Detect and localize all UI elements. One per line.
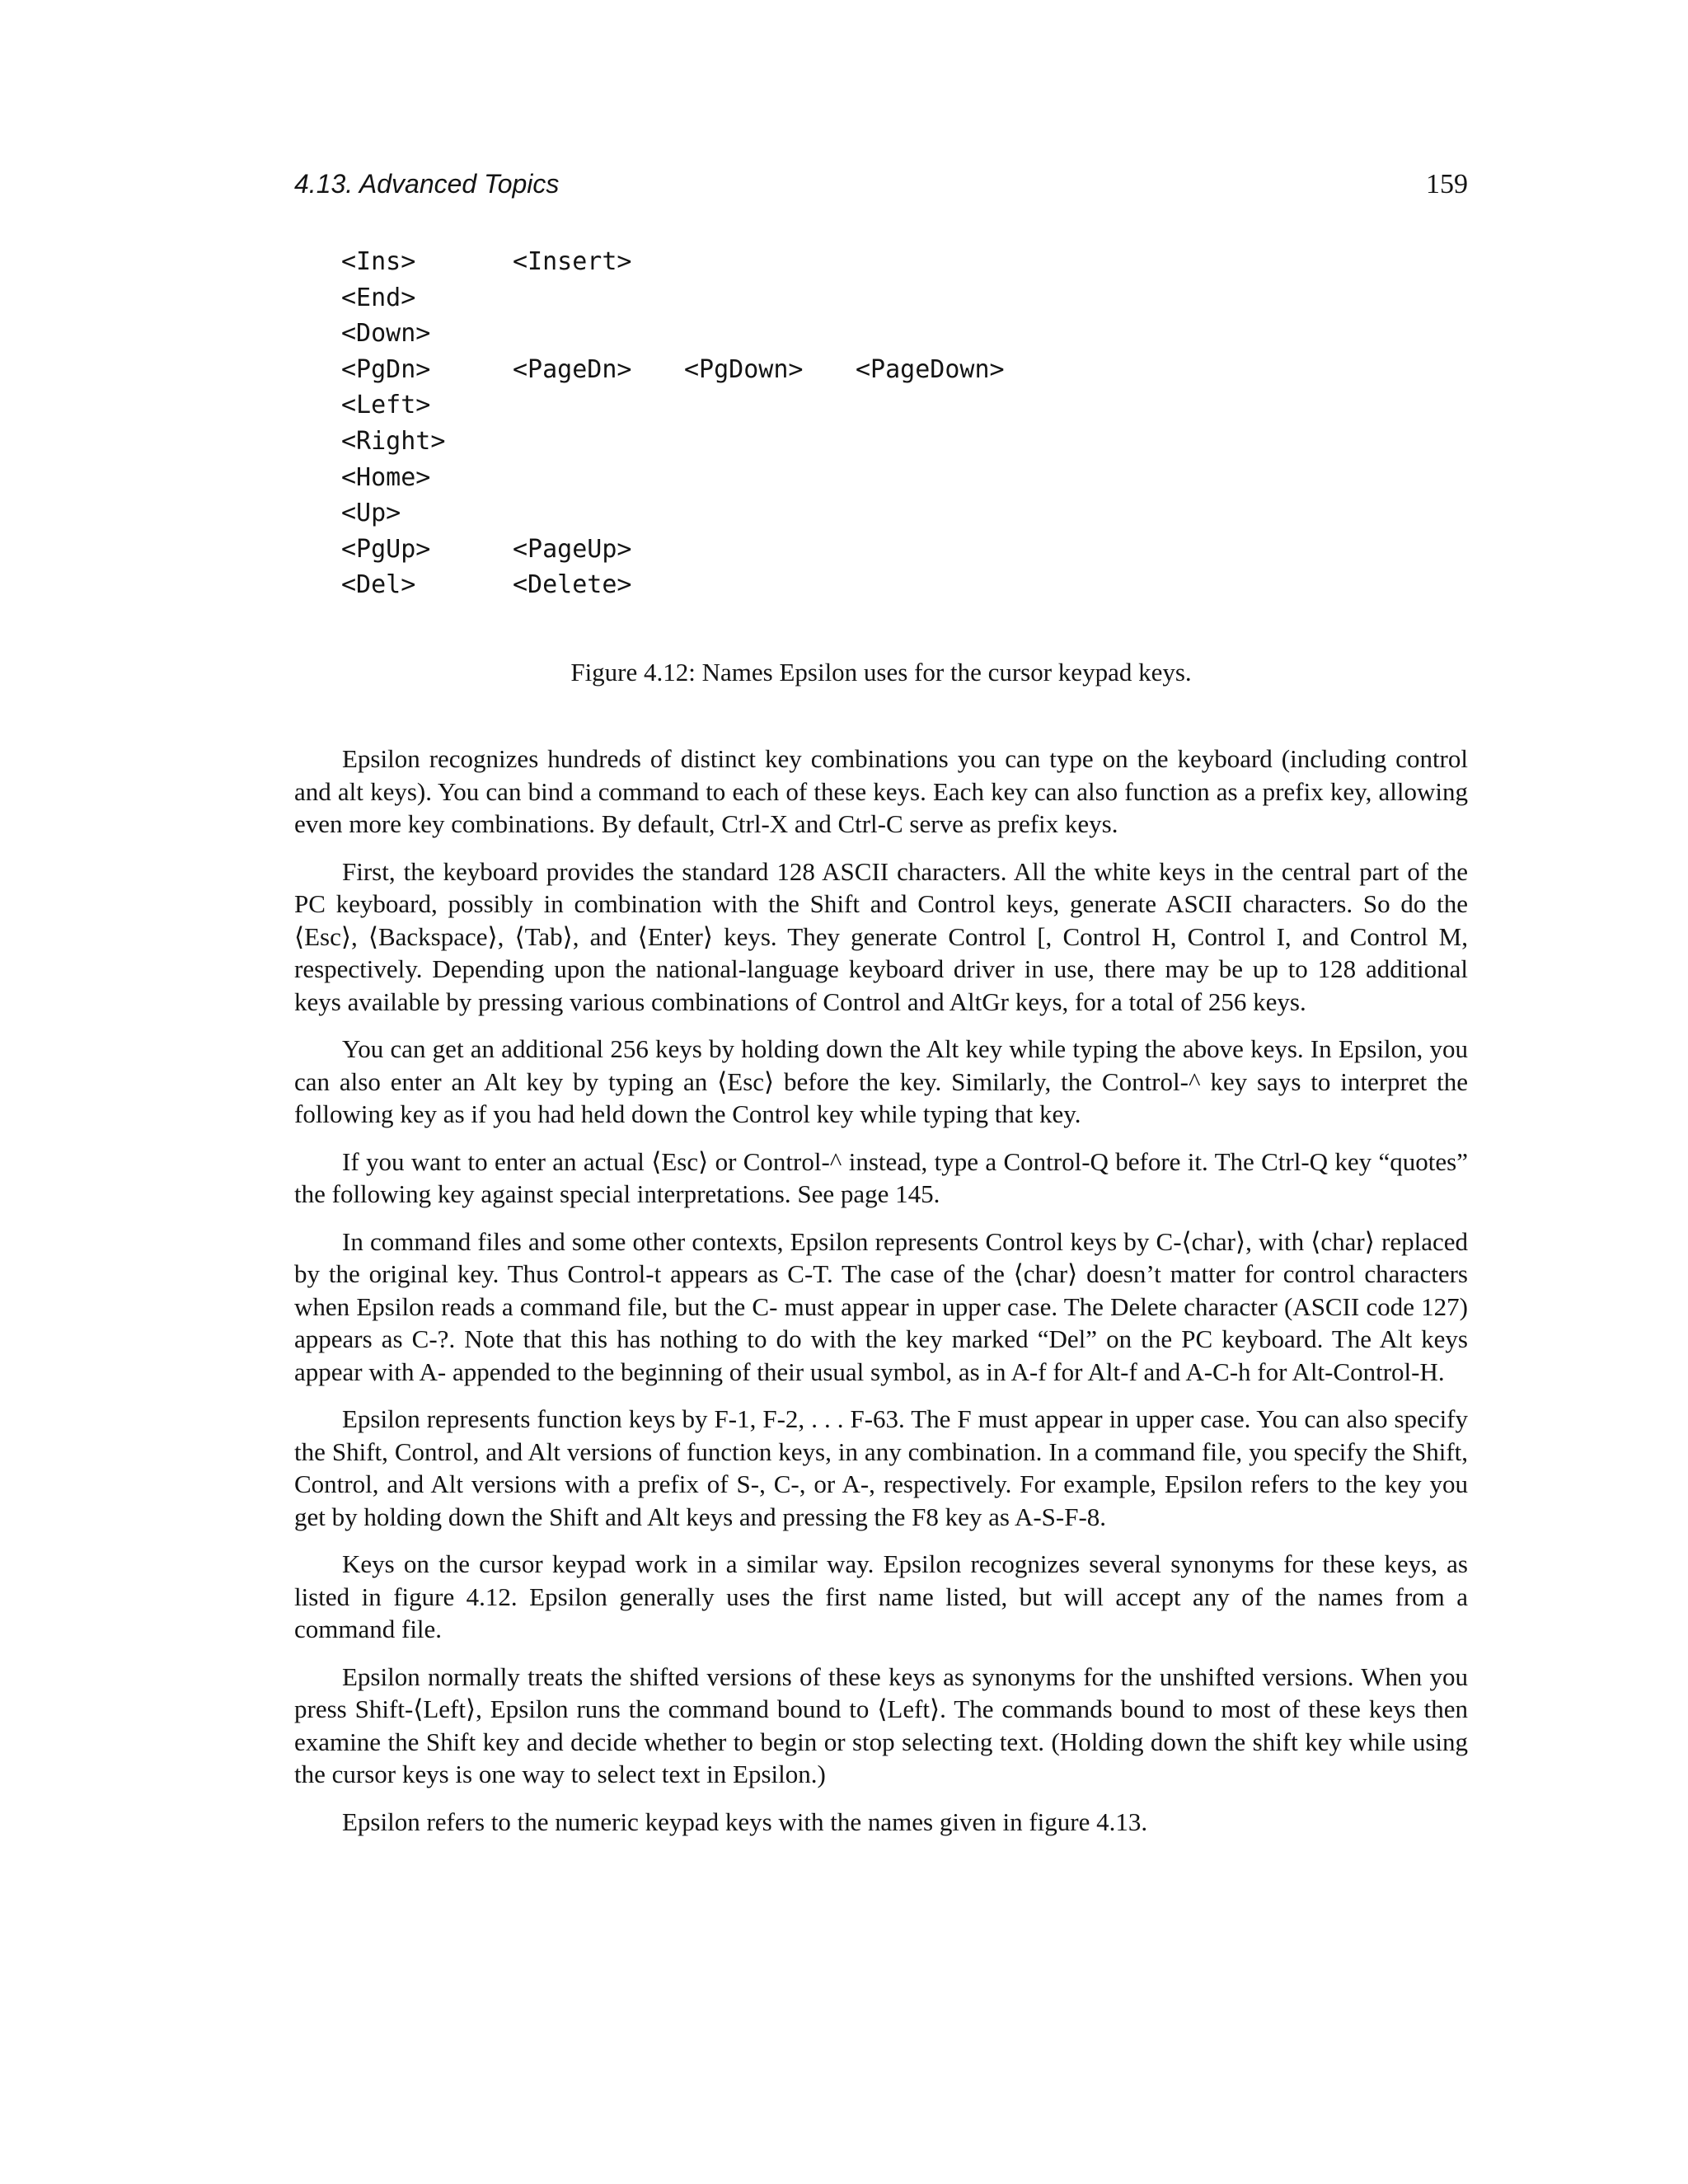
paragraph: If you want to enter an actual ⟨Esc⟩ or Control-^ instead, type a Control-Q before it. The Ctrl-Q key “quotes” the following key against special interpretations. See page 145.: [294, 1146, 1468, 1208]
table-cell: <PgDn>: [341, 354, 431, 384]
table-cell: <PageUp>: [513, 534, 632, 564]
paragraph: Epsilon normally treats the shifted versions of these keys as synonyms for the unshifted versions. When you press Shift-⟨Left⟩, Epsilon runs the command bound to ⟨Left⟩. The commands bound to most of these keys then examine the Shift key and decide whether to begin or stop selecting text. (Holding down the shift key while using the cursor keys is one way to select text in Epsilon.): [294, 1661, 1468, 1788]
table-cell: <Left>: [341, 391, 431, 420]
table-cell: <PageDn>: [513, 354, 632, 384]
paragraph: In command files and some other contexts, Epsilon represents Control keys by C-⟨char⟩, with ⟨char⟩ replaced by the original key. Thus Control-t appears as C-T. The case of the ⟨char⟩ doesn’t matter for control characters when Epsilon reads a command file, but the C- must appear in upper case. The Delete character (ASCII code 127) appears as C-?. Note that this has nothing to do with the key marked “Del” on the PC keyboard. The Alt keys appear with A- appended to the beginning of their usual symbol, as in A-f for Alt-f and A-C-h for Alt-Control-H.: [294, 1226, 1468, 1386]
section-title: 4.13. Advanced Topics: [294, 169, 560, 199]
table-cell: <Ins>: [341, 247, 416, 276]
paragraph: First, the keyboard provides the standard 128 ASCII characters. All the white keys in the central part of the PC keyboard, possibly in combination with the Shift and Control keys, generate ASCII characters. So do the ⟨Esc⟩, ⟨Backspace⟩, ⟨Tab⟩, and ⟨Enter⟩ keys. They generate Control [, Control H, Control I, and Control M, respectively. Depending upon the national-language keyboard driver in use, there may be up to 128 additional keys available by pressing various combinations of Control and AltGr keys, for a total of 256 keys.: [294, 856, 1468, 1016]
table-cell: <PgUp>: [341, 534, 431, 564]
table-cell: <Delete>: [513, 570, 632, 600]
table-cell: <Right>: [341, 426, 446, 456]
paragraph: Epsilon refers to the numeric keypad keys with the names given in figure 4.13.: [342, 1807, 1148, 1836]
paragraph: Epsilon represents function keys by F-1, F-2, . . . F-63. The F must appear in upper case. You can also specify the Shift, Control, and Alt versions of function keys, in any combination. In a command file, you specify the Shift, Control, and Alt versions with a prefix of S-, C-, or A-, respectively. For example, Epsilon refers to the key you get by holding down the Shift and Alt keys and pressing the F8 key as A-S-F-8.: [294, 1404, 1468, 1531]
body-text: [294, 743, 1468, 1853]
table-cell: <Up>: [341, 499, 401, 528]
table-cell: <End>: [341, 283, 416, 312]
table-cell: <Down>: [341, 319, 431, 349]
table-cell: <Del>: [341, 570, 416, 600]
running-header: [294, 169, 1468, 209]
page-number: 159: [1426, 169, 1468, 199]
table-cell: <PgDown>: [684, 354, 804, 384]
paragraph: Epsilon recognizes hundreds of distinct key combinations you can type on the keyboard (including control and alt keys). You can bind a command to each of these keys. Each key can also function as a prefix key, allowing even more key combinations. By default, Ctrl-X and Ctrl-C serve as prefix keys.: [294, 744, 1468, 838]
paragraph: Keys on the cursor keypad work in a similar way. Epsilon recognizes several synonyms for these keys, as listed in figure 4.12. Epsilon generally uses the first name listed, but will accept any of the names from a command file.: [294, 1549, 1468, 1643]
table-cell: <Home>: [341, 462, 431, 492]
table-cell: <Insert>: [513, 247, 632, 276]
figure-caption: Figure 4.12: Names Epsilon uses for the cursor keypad keys.: [570, 658, 1192, 687]
paragraph: You can get an additional 256 keys by holding down the Alt key while typing the above keys. In Epsilon, you can also enter an Alt key by typing an ⟨Esc⟩ before the key. Similarly, the Control-^ key says to interpret the following key as if you had held down the Control key while typing that key.: [294, 1034, 1468, 1128]
table-cell: <PageDown>: [856, 354, 1005, 384]
